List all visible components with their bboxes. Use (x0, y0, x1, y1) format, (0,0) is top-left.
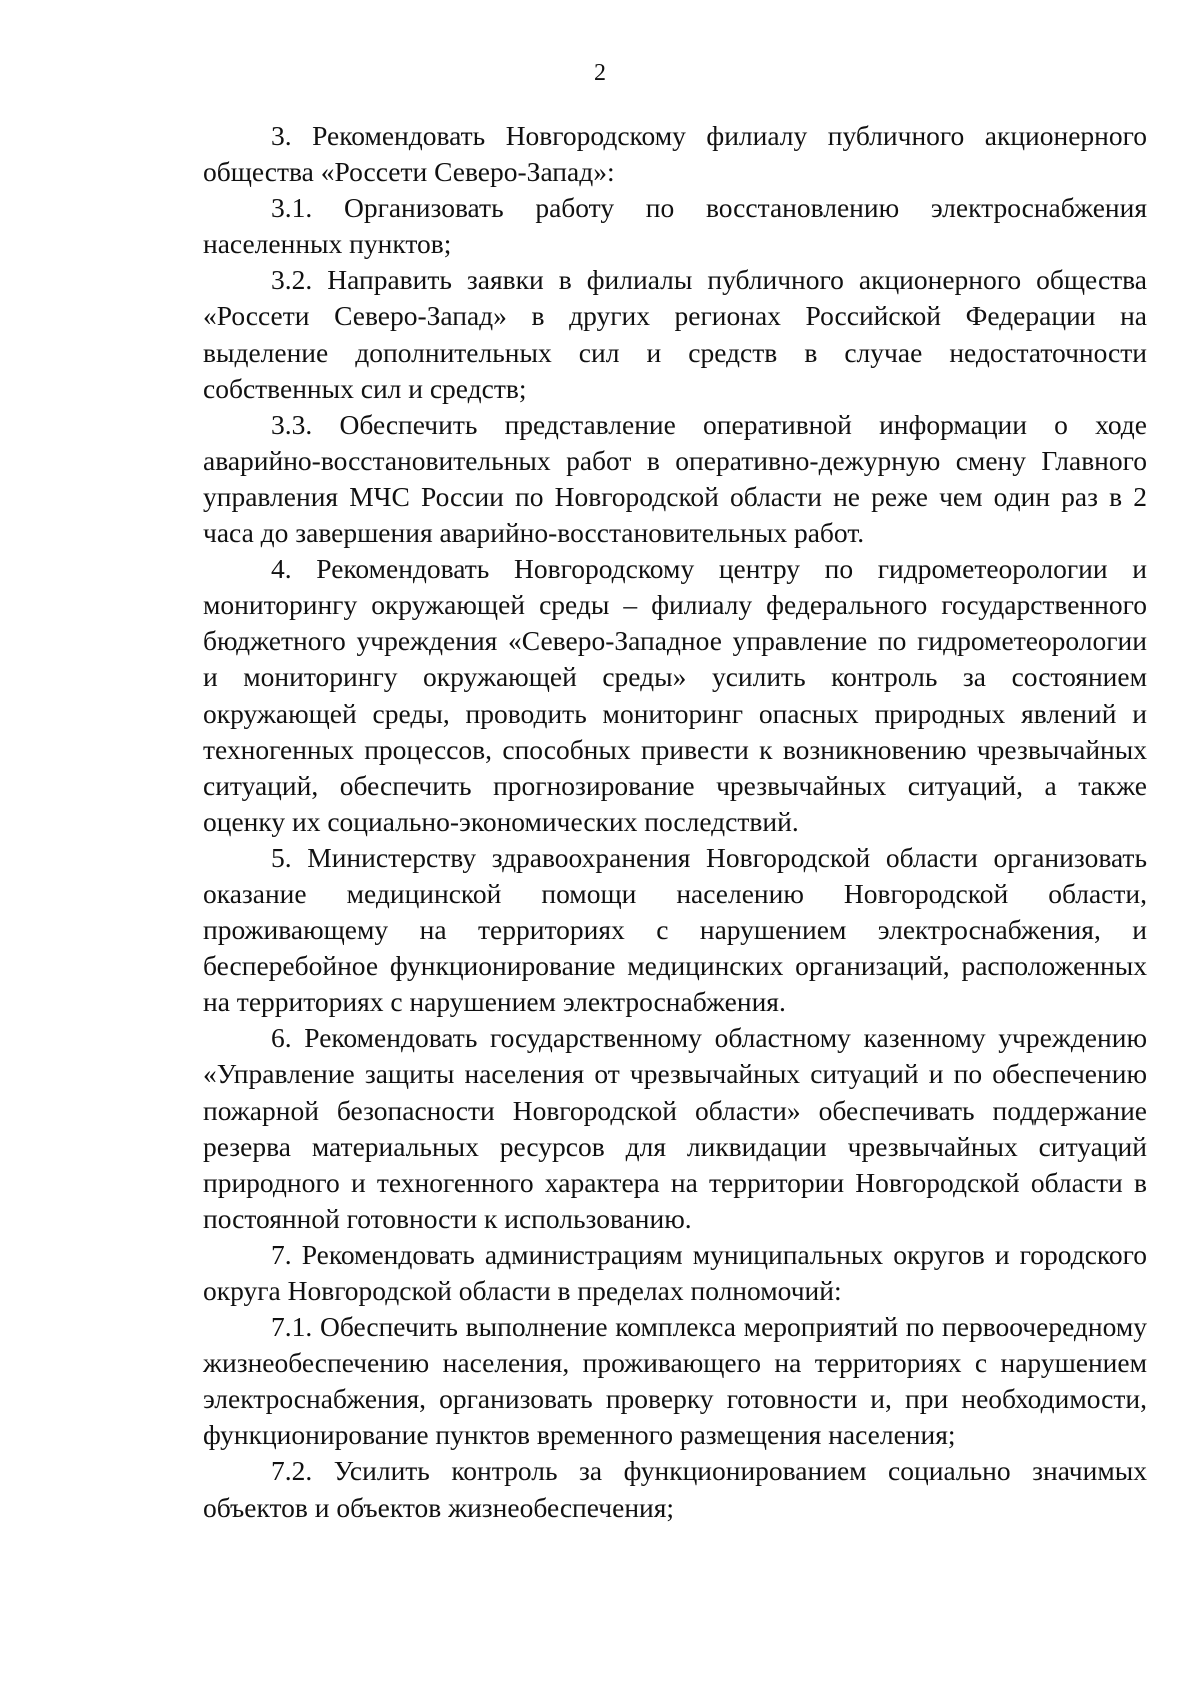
paragraph-7: 7. Рекомендовать администрациям муниципальных округов и городского округа Новгородской области в пределах полномочий: (203, 1238, 1147, 1306)
paragraph-5: 5. Министерству здравоохранения Новгородской области организовать оказание медицинской помощи населению Новгородской области, проживающему на территориях с нарушением электроснабжения, и бесперебойное функционирование медицинских организаций, расположенных на территориях с нарушением электроснабжения. (203, 841, 1147, 1018)
paragraph-7-1: 7.1. Обеспечить выполнение комплекса мероприятий по первоочередному жизнеобеспечению населения, проживающего на территориях с нарушением электроснабжения, организовать проверку готовности и, при необходимости, функционирование пунктов временного размещения населения; (203, 1311, 1147, 1451)
document-body (203, 118, 1147, 1526)
paragraph-6: 6. Рекомендовать государственному областному казенному учреждению «Управление защиты населения от чрезвычайных ситуаций и по обеспечению пожарной безопасности Новгородской области» обеспечивать поддержание резерва материальных ресурсов для ликвидации чрезвычайных ситуаций природного и техногенного характера на территории Новгородской области в постоянной готовности к использованию. (203, 1022, 1147, 1234)
page-number: 2 (594, 60, 606, 86)
paragraph-3: 3. Рекомендовать Новгородскому филиалу публичного акционерного общества «Россети Северо-Запад»: (203, 120, 1147, 188)
paragraph-3-3: 3.3. Обеспечить представление оперативной информации о ходе аварийно-восстановительных работ в оперативно-дежурную смену Главного управления МЧС России по Новгородской области не реже чем один раз в 2 часа до завершения аварийно-восстановительных работ. (203, 408, 1147, 549)
paragraph-7-2: 7.2. Усилить контроль за функционированием социально значимых объектов и объектов жизнеобеспечения; (203, 1455, 1147, 1523)
paragraph-3-1: 3.1. Организовать работу по восстановлению электроснабжения населенных пунктов; (203, 192, 1147, 260)
paragraph-4: 4. Рекомендовать Новгородскому центру по гидрометеорологии и мониторингу окружающей среды – филиалу федерального государственного бюджетного учреждения «Северо-Западное управление по гидрометеорологии и мониторингу окружающей среды» усилить контроль за состоянием окружающей среды, проводить мониторинг опасных природных явлений и техногенных процессов, способных привести к возникновению чрезвычайных ситуаций, обеспечить прогнозирование чрезвычайных ситуаций, а также оценку их социально-экономических последствий. (203, 553, 1147, 837)
paragraph-3-2: 3.2. Направить заявки в филиалы публичного акционерного общества «Россети Северо-Запад» в других регионах Российской Федерации на выделение дополнительных сил и средств в случае недостаточности собственных сил и средств; (203, 264, 1147, 404)
